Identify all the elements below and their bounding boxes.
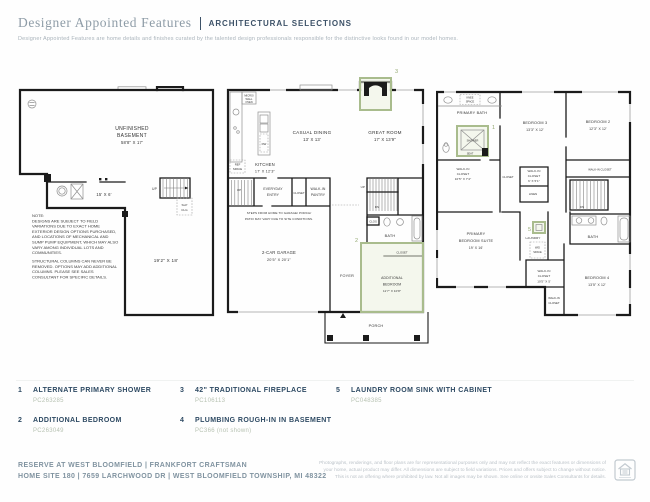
room-label-primary-bath: PRIMARY BATH <box>456 111 488 115</box>
garage-note: STEPS FROM HOME TO GARAGE/ PORCH/ <box>246 211 312 215</box>
option-marker-shower: 1 <box>492 125 496 131</box>
room-label-closet: CLOSET <box>293 191 305 195</box>
feature-item <box>180 417 331 434</box>
feature-number: 2 <box>18 417 22 424</box>
svg-text:DESIGNS ARE SUBJECT TO FIELD: DESIGNS ARE SUBJECT TO FIELD <box>32 218 99 224</box>
svg-text:EXTERIOR DESIGN OPTIONS PURCHA: EXTERIOR DESIGN OPTIONS PURCHASED, <box>32 228 117 234</box>
sink-icon <box>588 218 594 224</box>
toilet-icon <box>443 144 449 153</box>
option-marker-laundry: 5 <box>527 227 531 233</box>
room-label-garage: 2-CAR GARAGE <box>261 250 297 255</box>
room-dim-wic-primary: 10'5" X 7'4" <box>454 177 472 181</box>
stairs-up-label: UP <box>151 187 157 191</box>
svg-text:REMOVED. OPTIONS MAY ADD ADDIT: REMOVED. OPTIONS MAY ADD ADDITIONAL <box>32 263 118 269</box>
room-dim-additional-bedroom: 11'7" X 10'8" <box>382 289 402 293</box>
svg-text:SUMP PUMP EQUIPMENT, WHICH MAY: SUMP PUMP EQUIPMENT, WHICH MAY ALSO <box>32 239 119 245</box>
community-name: RESERVE AT WEST BLOOMFIELD | FRANKFORT CRAFTSMAN <box>18 462 248 469</box>
room-label-basement: BASEMENT <box>117 133 147 139</box>
features-column-3 <box>336 387 492 404</box>
feature-number: 3 <box>180 387 184 394</box>
page-title: Designer Appointed Features <box>18 15 192 30</box>
room-label-wic-bedroom4: CLOSET <box>548 301 560 305</box>
room-dim-dining: 13' X 13' <box>303 137 321 142</box>
rec-area-dim: 19'2" X 18' <box>153 258 179 263</box>
room-dim-bedroom4: 13'5" X 12' <box>588 283 606 287</box>
room-label-hall-bath: BATH <box>587 235 599 239</box>
svg-text:NOTE:: NOTE: <box>32 213 45 218</box>
room-label-foyer: FOYER <box>339 274 355 278</box>
room-label-wic-suite: CLOSET <box>537 274 551 278</box>
dishwasher-label: DW <box>261 142 267 146</box>
feature-label: 42" TRADITIONAL FIREPLACE <box>195 387 307 394</box>
room-label-linen: LINEN <box>528 192 538 196</box>
basement-access-stairs <box>232 180 252 206</box>
room-label-additional-bedroom: BEDROOM <box>382 282 402 287</box>
room-label-pantry: PANTRY <box>310 193 326 197</box>
slope-ceiling-label: CLG <box>181 208 188 212</box>
laundry-sink-option-box <box>533 222 545 233</box>
garage-note: PATIO MAY VARY DUE TO SITE CONDITIONS. <box>244 217 314 221</box>
knee-space-label: KNEE <box>466 96 474 100</box>
sump-pump-icon <box>28 100 36 108</box>
room-label-wic-suite: WALK-IN <box>537 269 551 273</box>
feature-label: ALTERNATE PRIMARY SHOWER <box>33 387 152 394</box>
room-label-wic-hall: CLOSET <box>527 174 541 178</box>
slope-ceiling-label: SLP <box>181 203 188 207</box>
room-dim-wic-suite: 10'5" X 5' <box>537 279 551 284</box>
washer-dryer-label: SPACE <box>533 251 542 254</box>
second-floor-stairs <box>570 180 608 210</box>
feature-item <box>18 417 151 434</box>
room-label-laundry: LAUNDRY <box>525 236 541 240</box>
stairs-down-label: DN <box>579 205 585 209</box>
stairs-up-label: UP <box>236 188 242 192</box>
home-site-address: HOME SITE 180 | 7659 LARCHWOOD DR | WEST BLOOMFIELD TOWNSHIP, MI 48322 <box>18 473 327 480</box>
option-marker-bedroom: 2 <box>354 238 358 244</box>
entry-door-marker <box>340 313 346 318</box>
feature-item <box>180 387 331 404</box>
main-stairs <box>367 178 398 211</box>
fridge-label: SPACE <box>232 167 243 171</box>
room-dim-bedroom3: 13'3" X 12' <box>526 128 544 132</box>
svg-text:COMMUNITIES.: COMMUNITIES. <box>32 250 62 256</box>
svg-text:VARY AMONG INDIVIDUAL LOTS AND: VARY AMONG INDIVIDUAL LOTS AND <box>32 244 104 250</box>
feature-number: 4 <box>180 417 184 424</box>
svg-text:CONSULTANT FOR SPECIFIC DETAIL: CONSULTANT FOR SPECIFIC DETAILS. <box>32 274 108 280</box>
feature-code: PC106113 <box>195 398 226 404</box>
room-label-wic-primary: WALK-IN <box>456 167 470 171</box>
feature-item <box>18 387 151 404</box>
room-dim-bedroom2: 12'3" X 12' <box>589 127 607 131</box>
room-dim-kitchen: 17' X 12'3" <box>254 169 276 174</box>
room-label-bedroom2: BEDROOM 2 <box>585 120 611 124</box>
sink-icon <box>488 97 496 103</box>
room-dim-primary-suite: 19' X 16' <box>468 246 484 250</box>
feature-number: 5 <box>336 387 340 394</box>
room-label-bedroom3: BEDROOM 3 <box>522 121 548 125</box>
basement-floorplan <box>14 86 222 318</box>
shower-label: SHOWER <box>466 139 479 143</box>
footer-address <box>18 460 327 482</box>
feature-code: PC048385 <box>351 398 382 404</box>
svg-text:VARIATIONS DUE TO EXACT HOME: VARIATIONS DUE TO EXACT HOME <box>32 223 100 229</box>
kitchen-fixtures <box>230 92 270 173</box>
basement-stairs <box>160 178 190 198</box>
header-description: Designer Appointed Features are home details and finishes curated by the talented design professionals responsible for the distinctive looks found in our model homes. <box>18 36 459 42</box>
water-heater-icon <box>57 186 67 196</box>
fridge-label: REF <box>234 162 241 167</box>
room-label-kitchen: KITCHEN <box>255 162 275 167</box>
svg-text:STRUCTURAL COLUMNS CAN NEVER B: STRUCTURAL COLUMNS CAN NEVER BE <box>32 258 112 264</box>
feature-number: 1 <box>18 387 22 394</box>
features-column-1 <box>18 387 151 434</box>
basement-note <box>32 213 118 279</box>
room-label-wic-hall: WALK-IN <box>527 169 541 173</box>
feature-code: PC263285 <box>33 398 64 404</box>
room-label-pantry: WALK-IN <box>310 187 326 191</box>
knee-space-label: SPACE <box>465 100 475 104</box>
svg-text:AND LOCATIONS OF MECHANICAL AN: AND LOCATIONS OF MECHANICAL AND <box>32 234 109 240</box>
room-label-porch: PORCH <box>368 324 384 328</box>
mech-area-dim: 15' X 6' <box>96 192 112 197</box>
porch-column <box>414 335 420 341</box>
room-label-wic-primary: CLOSET <box>456 172 470 176</box>
option-marker-fireplace: 3 <box>395 69 399 75</box>
micro-label: OVEN <box>245 101 253 105</box>
sink-icon <box>576 218 582 224</box>
sink-icon <box>444 97 452 103</box>
basement-walls <box>20 87 213 315</box>
second-floor-plan <box>436 82 640 318</box>
room-dim-garage: 20'5" X 20'1" <box>266 258 292 262</box>
room-dim-wic-hall: 6' X 5'1" <box>528 179 540 183</box>
room-label-dining: CASUAL DINING <box>292 130 332 135</box>
micro-label: WALL <box>245 97 253 101</box>
washer-dryer-space <box>530 242 545 258</box>
room-label-clos: CLOS <box>369 219 377 224</box>
first-floor-plan <box>226 64 436 354</box>
porch-column <box>327 335 333 341</box>
room-dim-basement: 58'8" X 17' <box>120 140 144 145</box>
furnace-icon <box>71 184 83 199</box>
room-label-bedroom4: BEDROOM 4 <box>584 276 610 280</box>
page-header <box>18 15 352 31</box>
washer-dryer-label: W/D <box>534 246 541 250</box>
stairs-up-label: UP <box>360 185 365 189</box>
micro-label: MICRO/ <box>244 94 254 98</box>
room-label-bath: BATH <box>384 234 396 238</box>
features-column-2 <box>180 387 331 434</box>
feature-label: ADDITIONAL BEDROOM <box>33 417 122 424</box>
room-dim-great-room: 17' X 13'9" <box>373 137 397 142</box>
room-label-primary-suite: PRIMARY <box>466 232 486 236</box>
stairs-down-label: DN <box>374 205 380 209</box>
toilet-icon <box>601 217 607 225</box>
room-label-closet: CLOSET <box>502 175 514 179</box>
room-label-additional-bedroom: ADDITIONAL <box>381 276 403 280</box>
feature-code: PC263049 <box>33 428 64 434</box>
room-label-entry: ENTRY <box>266 193 280 197</box>
footer-disclaimer: Photographs, renderings, and floor plans are for representational purposes only and may not reflect the exact features or dimensions of your home, actual product may differ. All dimensions are subject to field variations. Prices and offers subject to change without notice. This is not an offering where prohibited by law. Not all images may be shown. See online or onsite Sales Consultants for details. <box>319 461 606 480</box>
room-label-entry: EVERYDAY <box>263 187 283 191</box>
seat-label: SEAT <box>466 152 474 156</box>
room-label-wic-bedroom2: WALK-IN CLOSET <box>588 167 612 172</box>
equal-housing-icon <box>614 459 636 481</box>
hall-bath-fixtures <box>572 216 630 242</box>
section-divider <box>16 380 634 381</box>
fireplace-icon <box>360 78 391 110</box>
room-label-bedroom-closet: CLOSET <box>396 250 408 255</box>
svg-text:COLUMNS. PLEASE SEE SALES: COLUMNS. PLEASE SEE SALES <box>32 269 94 275</box>
porch-column <box>363 335 369 341</box>
title-divider <box>200 17 201 30</box>
structural-column <box>99 178 101 180</box>
room-label-primary-suite: BEDROOM SUITE <box>458 239 494 243</box>
structural-column <box>105 178 107 180</box>
feature-item <box>336 387 492 404</box>
feature-label: LAUNDRY ROOM SINK WITH CABINET <box>351 387 493 394</box>
room-label-basement: UNFINISHED <box>115 126 149 132</box>
feature-label: PLUMBING ROUGH-IN IN BASEMENT <box>195 417 332 424</box>
room-label-wic-bedroom4: WALK-IN <box>548 296 560 300</box>
page-subtitle-caps: ARCHITECTURAL SELECTIONS <box>208 18 352 28</box>
room-label-great-room: GREAT ROOM <box>368 130 402 135</box>
feature-code: PC366 (not shown) <box>195 428 252 434</box>
